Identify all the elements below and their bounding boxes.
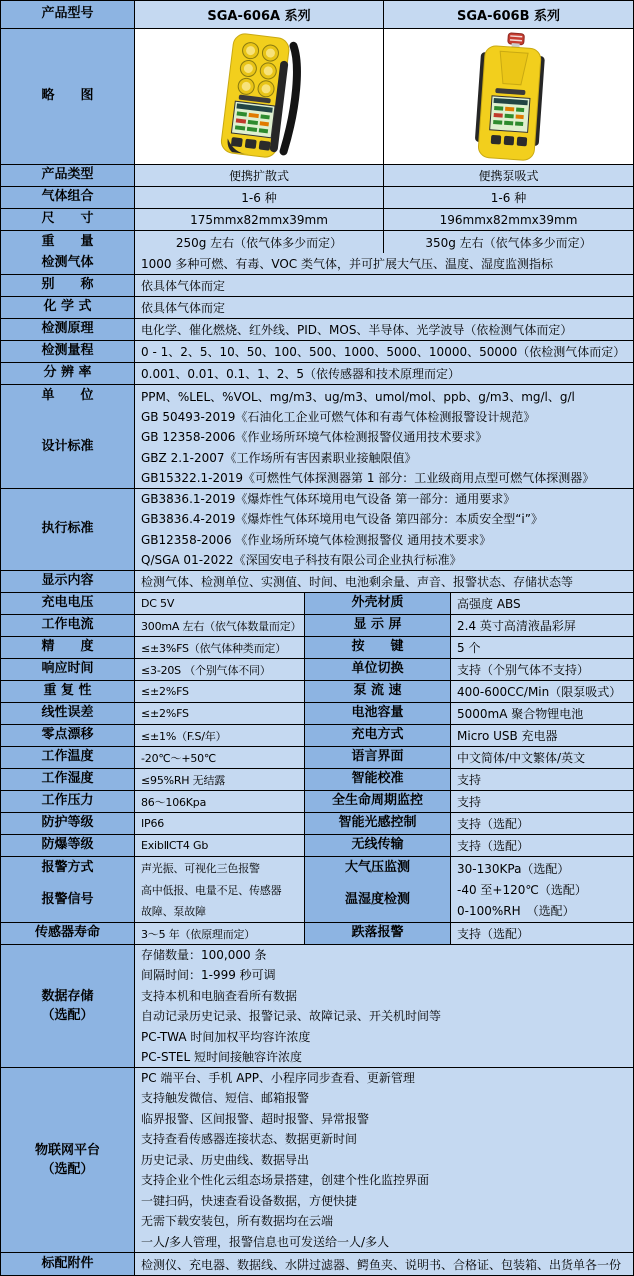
text-line: （选配） [41, 1162, 94, 1177]
value-cell-model-b: 便携泵吸式 [383, 165, 633, 186]
text-line: 历史记录、历史曲线、数据导出 [141, 1152, 310, 1167]
spec-label-cell: 外壳材质 [304, 593, 450, 614]
exec-standard-row [1, 489, 633, 571]
sketch-cell-a [134, 29, 383, 164]
spec-value-cell: DC 5V [134, 593, 304, 614]
sensor-life-value: 3～5 年（依原理而定） [134, 923, 304, 944]
header-model-a: SGA-606A 系列 [134, 1, 383, 28]
text-line: 高中低报、电量不足、传感器 [141, 883, 282, 897]
table-row [1, 165, 633, 187]
row-label-cell: 气体组合 [1, 187, 134, 208]
value-cell-model-a: 1-6 种 [134, 187, 383, 208]
temp-humidity-value [450, 879, 633, 922]
spec-value-cell: 中文简体/中文繁体/英文 [450, 747, 633, 768]
table-row [1, 791, 633, 813]
sketch-label-cell: 略 图 [1, 29, 134, 164]
spec-label-cell: 零点漂移 [1, 725, 134, 746]
design-standard-row [1, 407, 633, 489]
spec-label-cell: 电池容量 [304, 703, 450, 724]
table-row [1, 659, 633, 681]
table-row [1, 637, 633, 659]
text-line: PC 端平台、手机 APP、小程序同步查看、更新管理 [141, 1070, 415, 1085]
exec-standard-value [134, 489, 633, 570]
spec-label-cell: 响应时间 [1, 659, 134, 680]
row-label-cell: 检测量程 [1, 341, 134, 362]
iot-platform-label [1, 1068, 134, 1252]
table-row [1, 231, 633, 253]
table-row [1, 725, 633, 747]
row-value-cell: 电化学、催化燃烧、红外线、PID、MOS、半导体、光学波导（依检测气体而定） [134, 319, 633, 340]
row-value-cell: 1000 多种可燃、有毒、VOC 类气体，并可扩展大气压、温度、湿度监测指标 [134, 253, 633, 274]
spec-label-cell: 无线传输 [304, 835, 450, 856]
text-line: GBZ 2.1-2007《工作场所有害因素职业接触限值》 [141, 450, 417, 465]
spec-value-cell: 支持 [450, 769, 633, 790]
spec-value-cell: 声光振、可视化三色报警 [134, 857, 304, 879]
sketch-row [1, 29, 633, 165]
table-row [1, 857, 633, 879]
model-spec-rows [1, 165, 633, 253]
table-row [1, 363, 633, 385]
table-row [1, 297, 633, 319]
spec-label-cell: 报警方式 [1, 857, 134, 879]
text-line: 存储数量：100,000 条 [141, 947, 267, 962]
data-storage-value [134, 945, 633, 1067]
drop-alarm-value: 支持（选配） [450, 923, 633, 944]
text-line: GB12358-2006 《作业场所环境气体检测报警仪 通用技术要求》 [141, 532, 492, 547]
spec-label-cell: 工作温度 [1, 747, 134, 768]
spec-value-cell: ≤±1%（F.S/年） [134, 725, 304, 746]
spec-label-cell: 工作电流 [1, 615, 134, 636]
table-row [1, 813, 633, 835]
design-standard-label: 设计标准 [1, 407, 134, 488]
gas-spec-rows [1, 253, 633, 407]
spec-value-cell: 高强度 ABS [450, 593, 633, 614]
spec-value-cell: 300mA 左右（依气体数量而定） [134, 615, 304, 636]
text-line: 支持查看传感器连接状态、数据更新时间 [141, 1132, 358, 1147]
device-b-image [449, 32, 569, 162]
table-row [1, 341, 633, 363]
row-label-cell: 别 称 [1, 275, 134, 296]
row-label-cell: 尺 寸 [1, 209, 134, 230]
accessories-label: 标配附件 [1, 1253, 134, 1275]
header-label-cell: 产品型号 [1, 1, 134, 28]
text-line: 物联网平台 [34, 1143, 100, 1158]
spec-value-cell: -20℃～+50℃ [134, 747, 304, 768]
table-row [1, 681, 633, 703]
spec-label-cell: 精 度 [1, 637, 134, 658]
text-line: （选配） [41, 1008, 94, 1023]
text-line: GB3836.1-2019《爆炸性气体环境用电气设备 第一部分：通用要求》 [141, 491, 516, 506]
text-line: 间隔时间：1-999 秒可调 [141, 968, 276, 982]
spec-value-cell: Micro USB 充电器 [450, 725, 633, 746]
spec-label-cell: 防爆等级 [1, 835, 134, 856]
text-line: 自动记录历史记录、报警记录、故障记录、开关机时间等 [141, 1009, 442, 1023]
table-row [1, 385, 633, 407]
exec-standard-label: 执行标准 [1, 489, 134, 570]
table-row [1, 835, 633, 857]
sketch-cell-b [383, 29, 633, 164]
row-label-cell: 单 位 [1, 385, 134, 407]
spec-value-cell: 支持 [450, 791, 633, 812]
iot-platform-row [1, 1068, 633, 1253]
text-line: 故障、泵故障 [141, 904, 206, 918]
spec-label-cell: 防护等级 [1, 813, 134, 834]
text-line: GB15322.1-2019《可燃性气体探测器第 1 部分：工业级商用点型可燃气体探测器》 [141, 471, 595, 485]
spec-label-cell: 充电电压 [1, 593, 134, 614]
spec-label-cell: 智能光感控制 [304, 813, 450, 834]
header-model-b: SGA-606B 系列 [383, 1, 633, 28]
text-line: 一键扫码，快速查看设备数据，方便快捷 [141, 1193, 358, 1208]
value-cell-model-a: 便携扩散式 [134, 165, 383, 186]
spec-value-cell: ExibⅡCT4 Gb [134, 835, 304, 856]
row-label-cell: 重 量 [1, 231, 134, 253]
spec-label-cell: 泵 流 速 [304, 681, 450, 702]
row-label-cell: 检测气体 [1, 253, 134, 274]
spec-value-cell: ≤±2%FS [134, 703, 304, 724]
accessories-value: 检测仪、充电器、数据线、水阱过滤器、鳄鱼夹、说明书、合格证、包装箱、出货单各一份 [134, 1253, 633, 1275]
spec-label-cell: 全生命周期监控 [304, 791, 450, 812]
table-row [1, 703, 633, 725]
value-cell-model-a: 250g 左右（依气体多少而定） [134, 231, 383, 253]
spec-value-cell: ≤±3%FS（依气体种类而定） [134, 637, 304, 658]
text-line: 数据存储 [41, 989, 94, 1004]
table-row [1, 319, 633, 341]
text-line: 无需下载安装包，所有数据均在云端 [141, 1214, 334, 1229]
row-label-cell: 检测原理 [1, 319, 134, 340]
text-line: 支持本机和电脑查看所有数据 [141, 988, 298, 1003]
header-row [1, 1, 633, 29]
spec-value-cell: 5000mA 聚合物锂电池 [450, 703, 633, 724]
spec-label-cell: 按 键 [304, 637, 450, 658]
row-value-cell: 0.001、0.01、0.1、1、2、5（依传感器和技术原理而定） [134, 363, 633, 384]
value-cell-model-b: 1-6 种 [383, 187, 633, 208]
text-line: 临界报警、区间报警、超时报警、异常报警 [141, 1111, 370, 1126]
text-line: -40 至+120℃（选配） [457, 882, 587, 897]
drop-alarm-label: 跌落报警 [304, 923, 450, 944]
text-line: GB 50493-2019《石油化工企业可燃气体和有毒气体检测报警设计规范》 [141, 409, 536, 424]
text-line: 支持触发微信、短信、邮箱报警 [141, 1091, 310, 1106]
sensor-life-label: 传感器寿命 [1, 923, 134, 944]
spec-label-cell: 工作湿度 [1, 769, 134, 790]
spec-value-cell: 86～106Kpa [134, 791, 304, 812]
text-line: Q/SGA 01-2022《深国安电子科技有限公司企业执行标准》 [141, 553, 462, 567]
text-line: 支持企业个性化云组态场景搭建，创建个性化监控界面 [141, 1173, 430, 1188]
spec-value-cell: 支持（选配） [450, 835, 633, 856]
table-row [1, 615, 633, 637]
spec-label-cell: 语言界面 [304, 747, 450, 768]
temp-humidity-label: 温湿度检测 [304, 879, 450, 922]
table-row [1, 769, 633, 791]
spec-value-cell: 支持（个别气体不支持） [450, 659, 633, 680]
table-row [1, 187, 633, 209]
spec-value-cell: 2.4 英寸高清液晶彩屏 [450, 615, 633, 636]
row-value-cell: 0 - 1、2、5、10、50、100、500、1000、5000、10000、50000（依检测气体而定） [134, 341, 633, 362]
row-label-cell: 分 辨 率 [1, 363, 134, 384]
table-row [1, 747, 633, 769]
table-row [1, 593, 633, 615]
row-value-cell: 依具体气体而定 [134, 297, 633, 318]
row-value-cell: 依具体气体而定 [134, 275, 633, 296]
spec-label-cell: 重 复 性 [1, 681, 134, 702]
spec-value-cell: IP66 [134, 813, 304, 834]
spec-label-cell: 线性误差 [1, 703, 134, 724]
spec-label-cell: 智能校准 [304, 769, 450, 790]
spec-label-cell: 显 示 屏 [304, 615, 450, 636]
table-row [1, 275, 633, 297]
text-line: GB3836.4-2019《爆炸性气体环境用电气设备 第四部分：本质安全型“i”》 [141, 512, 543, 526]
alarm-signal-value [134, 879, 304, 922]
data-storage-label [1, 945, 134, 1067]
text-line: PC-STEL 短时间接触容许浓度 [141, 1050, 302, 1064]
spec-value-cell: 400-600CC/Min（限泵吸式） [450, 681, 633, 702]
spec-value-cell: 支持（选配） [450, 813, 633, 834]
display-content-row [1, 571, 633, 593]
text-line: 0-100%RH （选配） [457, 903, 575, 918]
spec-value-cell: 30-130KPa（选配） [450, 857, 633, 879]
spec-label-cell: 充电方式 [304, 725, 450, 746]
text-line: PC-TWA 时间加权平均容许浓度 [141, 1029, 311, 1044]
row-label-cell: 化 学 式 [1, 297, 134, 318]
device-a-image [199, 32, 319, 162]
sensor-life-row [1, 923, 633, 945]
alarm-signal-label: 报警信号 [1, 879, 134, 922]
iot-platform-value [134, 1068, 633, 1252]
spec-value-cell: ≤95%RH 无结露 [134, 769, 304, 790]
spec-value-cell: ≤±2%FS [134, 681, 304, 702]
value-cell-model-b: 196mmx82mmx39mm [383, 209, 633, 230]
table-row [1, 209, 633, 231]
text-line: 一人/多人管理，报警信息也可发送给一人/多人 [141, 1234, 390, 1249]
value-cell-model-b: 350g 左右（依气体多少而定） [383, 231, 633, 253]
spec-value-cell: 5 个 [450, 637, 633, 658]
row-label-cell: 产品类型 [1, 165, 134, 186]
row-value-cell: PPM、%LEL、%VOL、mg/m3、ug/m3、umol/mol、ppb、g/m3、mg/l、g/l [134, 385, 633, 407]
spec-label-cell: 大气压监测 [304, 857, 450, 879]
spec-label-cell: 单位切换 [304, 659, 450, 680]
alarm-signal-row [1, 879, 633, 923]
text-line: GB 12358-2006《作业场所环境气体检测报警仪通用技术要求》 [141, 430, 488, 444]
pair-spec-rows [1, 593, 633, 879]
table-row [1, 253, 633, 275]
value-cell-model-a: 175mmx82mmx39mm [134, 209, 383, 230]
display-content-value: 检测气体、检测单位、实测值、时间、电池剩余量、声音、报警状态、存储状态等 [134, 571, 633, 592]
display-content-label: 显示内容 [1, 571, 134, 592]
design-standard-value [134, 407, 633, 488]
spec-value-cell: ≤3-20S （个别气体不同） [134, 659, 304, 680]
spec-label-cell: 工作压力 [1, 791, 134, 812]
data-storage-row [1, 945, 633, 1068]
